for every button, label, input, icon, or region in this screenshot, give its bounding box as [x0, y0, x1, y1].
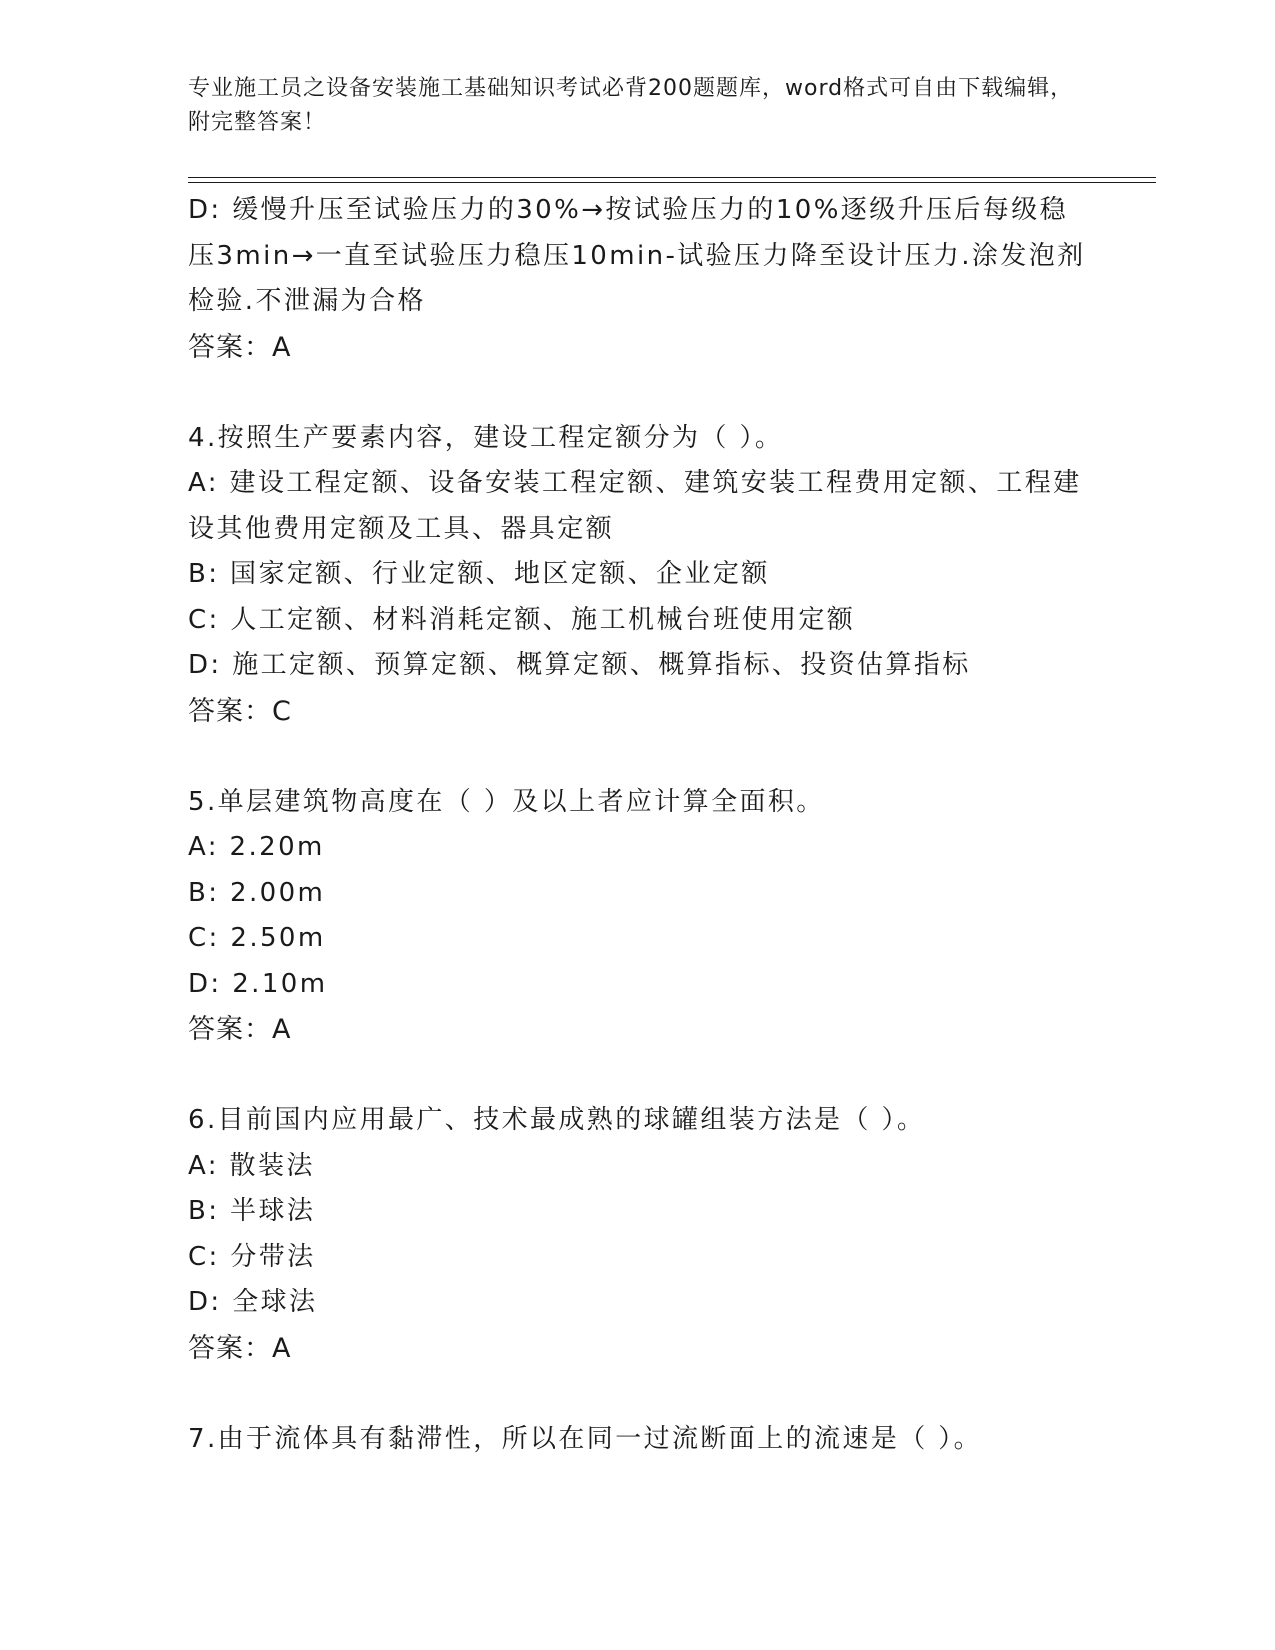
question-content	[188, 188, 1088, 1462]
option-a: A: 散装法	[188, 1150, 315, 1181]
answer-line: 答案：A	[188, 1014, 292, 1045]
spacer	[188, 1053, 1088, 1099]
option-d: D: 施工定额、预算定额、概算定额、概算指标、投资估算指标	[188, 650, 971, 680]
answer-line: 答案：A	[188, 1332, 292, 1364]
option-c: C: 2.50m	[188, 923, 326, 953]
option-b: B: 国家定额、行业定额、地区定额、企业定额	[188, 559, 770, 589]
answer-line: 答案：A	[188, 331, 292, 363]
question-stem: 7.由于流体具有黏滞性，所以在同一过流断面上的流速是（ ）。	[188, 1423, 983, 1454]
header-divider-bottom	[188, 182, 1156, 183]
question-block-6	[188, 1098, 1088, 1371]
option-d: D: 2.10m	[188, 968, 328, 999]
document-header: 专业施工员之设备安装施工基础知识考试必背200题题库，word格式可自由下载编辑，附完整答案！	[188, 76, 1074, 135]
spacer	[188, 734, 1088, 780]
option-d: D: 全球法	[188, 1287, 318, 1317]
option-a: A: 建设工程定额、设备安装工程定额、建筑安装工程费用定额、工程建设其他费用定额及工具、器具定额	[188, 468, 1082, 544]
option-d: D: 缓慢升压至试验压力的30%→按试验压力的10%逐级升压后每级稳压3min→一直至试验压力稳压10min-试验压力降至设计压力.涂发泡剂检验.不泄漏为合格	[188, 195, 1086, 316]
header-divider-top	[188, 177, 1156, 178]
question-block-5	[188, 780, 1088, 1053]
spacer	[188, 1371, 1088, 1417]
option-b: B: 2.00m	[188, 877, 326, 908]
question-block-7	[188, 1417, 1088, 1463]
option-c: C: 分带法	[188, 1241, 316, 1272]
question-block-4	[188, 416, 1088, 735]
spacer	[188, 370, 1088, 416]
option-c: C: 人工定额、材料消耗定额、施工机械台班使用定额	[188, 604, 856, 635]
answer-line: 答案：C	[188, 695, 292, 727]
option-a: A: 2.20m	[188, 832, 325, 862]
prev-question-block	[188, 188, 1088, 370]
question-stem: 6.目前国内应用最广、技术最成熟的球罐组装方法是（ ）。	[188, 1105, 926, 1135]
option-b: B: 半球法	[188, 1196, 316, 1226]
question-stem: 5.单层建筑物高度在（ ）及以上者应计算全面积。	[188, 786, 825, 817]
question-stem: 4.按照生产要素内容，建设工程定额分为（ ）。	[188, 422, 784, 453]
